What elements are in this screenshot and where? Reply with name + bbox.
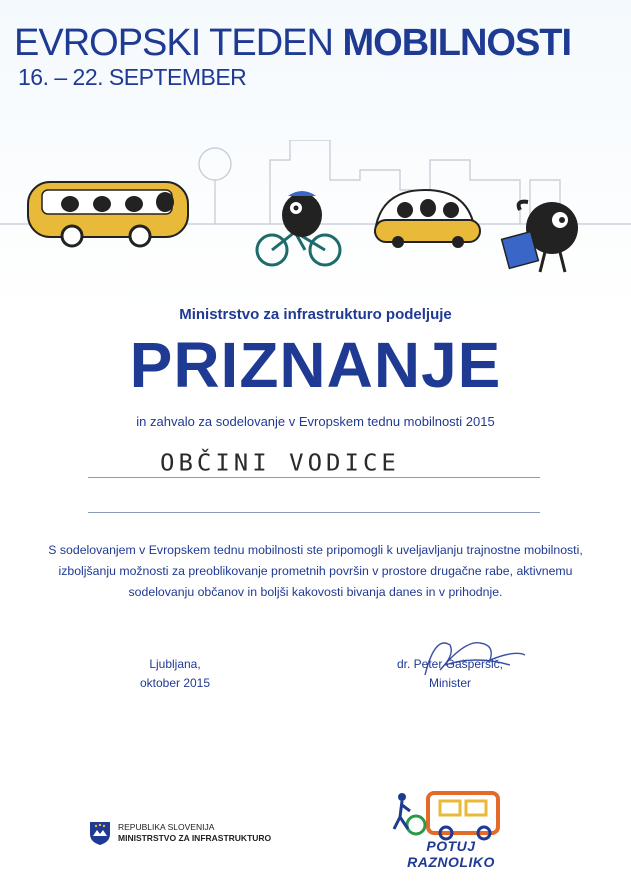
issue-place: Ljubljana,	[149, 657, 201, 671]
government-line-1: REPUBLIKA SLOVENIJA	[118, 822, 215, 832]
issuer-line: Ministrstvo za infrastrukturo podeljuje	[179, 306, 452, 323]
campaign-slogan: POTUJ RAZNOLIKO	[407, 838, 495, 870]
event-title-light: EVROPSKI TEDEN	[14, 22, 333, 64]
recipient-line-1	[88, 477, 540, 478]
signer-role: Minister	[428, 676, 471, 690]
recipient-name: OBČINI VODICE	[160, 449, 400, 477]
recipient-line-2	[88, 512, 540, 513]
mobility-illustration	[0, 140, 631, 290]
bus-icon	[28, 182, 188, 246]
event-title-bold: MOBILNOSTI	[342, 22, 572, 64]
government-label	[118, 822, 271, 844]
thanks-line: in zahvalo za sodelovanje v Evropskem tednu mobilnosti 2015	[136, 414, 495, 429]
issue-date: oktober 2015	[139, 676, 211, 690]
event-title	[14, 22, 571, 65]
government-line-2: MINISTRSTVO ZA INFRASTRUKTURO	[118, 833, 272, 843]
coat-of-arms-icon	[88, 820, 112, 846]
pedestrian-icon	[502, 202, 578, 272]
issue-place-date	[120, 655, 230, 693]
skyline-icon	[199, 140, 560, 224]
car-icon	[375, 190, 480, 248]
signer-block	[380, 655, 520, 693]
certificate-body: S sodelovanjem v Evropskem tednu mobilnosti ste pripomogli k uveljavljanju trajnostne mobilnosti, izboljšanju možnosti za preoblikovanje prometnih površin v prostore drugačne rabe, aktivnemu sodelovanju občanov in boljši kakovosti bivanja danes in v prihodnje.	[48, 543, 583, 599]
award-title: PRIZNANJE	[129, 329, 502, 401]
signer-name: dr. Peter Gašperšič,	[396, 657, 504, 671]
event-dates: 16. – 22. SEPTEMBER	[18, 64, 247, 90]
